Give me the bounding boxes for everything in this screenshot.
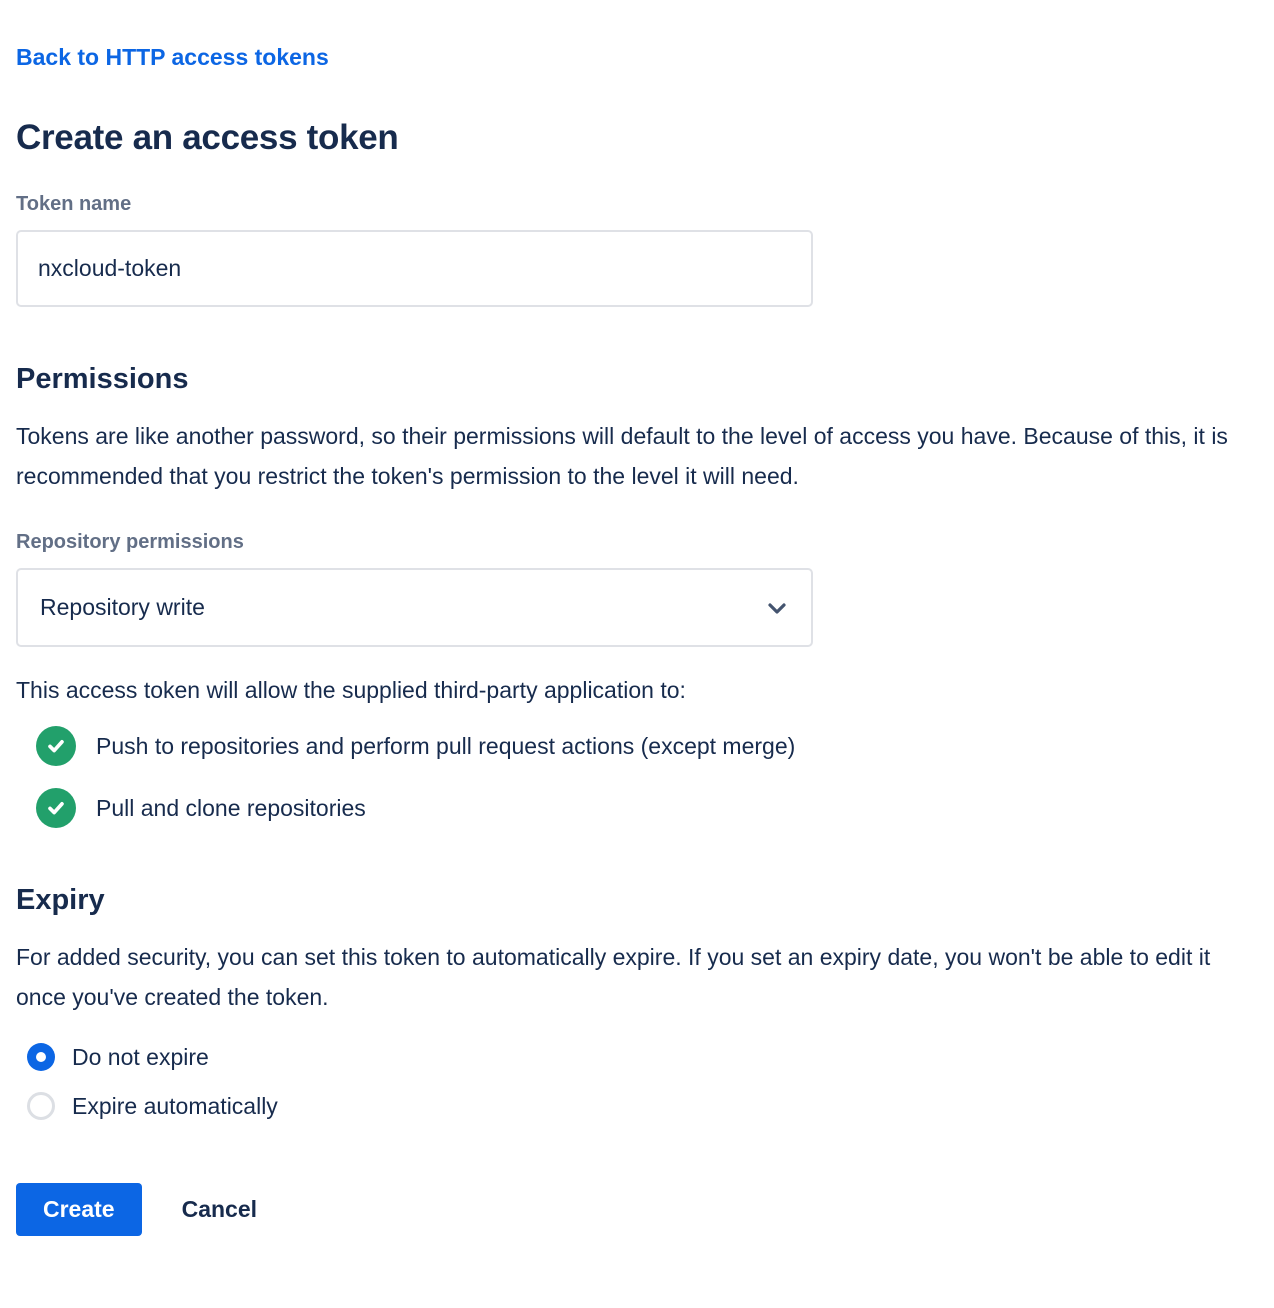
repository-permissions-select[interactable]	[16, 568, 813, 647]
expiry-description: For added security, you can set this token to automatically expire. If you set an expiry date, you won't be able to edit it once you've created the token.	[16, 944, 1211, 1010]
capability-list	[16, 726, 1258, 828]
form-actions	[16, 1183, 1258, 1258]
token-name-input[interactable]	[16, 230, 813, 307]
permissions-heading: Permissions	[16, 363, 189, 395]
radio-option-do-not-expire[interactable]	[27, 1043, 1258, 1071]
expiry-heading: Expiry	[16, 884, 105, 916]
token-name-label: Token name	[16, 193, 132, 215]
capability-row	[36, 788, 1258, 828]
chevron-down-icon	[765, 596, 789, 620]
capability-text: Push to repositories and perform pull request actions (except merge)	[96, 732, 796, 759]
radio-label: Do not expire	[72, 1043, 209, 1070]
page-title: Create an access token	[16, 118, 399, 157]
radio-unselected-icon[interactable]	[27, 1092, 55, 1120]
back-to-http-access-tokens-link[interactable]: Back to HTTP access tokens	[16, 44, 329, 70]
check-icon	[36, 788, 76, 828]
repository-permissions-selected-value: Repository write	[40, 594, 205, 620]
radio-selected-icon[interactable]	[27, 1043, 55, 1071]
allow-intro-text: This access token will allow the supplied third-party application to:	[16, 677, 686, 703]
capability-text: Pull and clone repositories	[96, 794, 366, 821]
create-button[interactable]: Create	[16, 1183, 142, 1236]
check-icon	[36, 726, 76, 766]
radio-option-expire-automatically[interactable]	[27, 1092, 1258, 1120]
expiry-radio-group	[16, 1043, 1258, 1120]
capability-row	[36, 726, 1258, 766]
cancel-button[interactable]: Cancel	[181, 1196, 258, 1222]
repository-permissions-label: Repository permissions	[16, 531, 244, 553]
radio-label: Expire automatically	[72, 1092, 278, 1119]
permissions-description: Tokens are like another password, so their permissions will default to the level of access you have. Because of this, it is recommended that you restrict the token's permission to the level it will need.	[16, 423, 1228, 489]
